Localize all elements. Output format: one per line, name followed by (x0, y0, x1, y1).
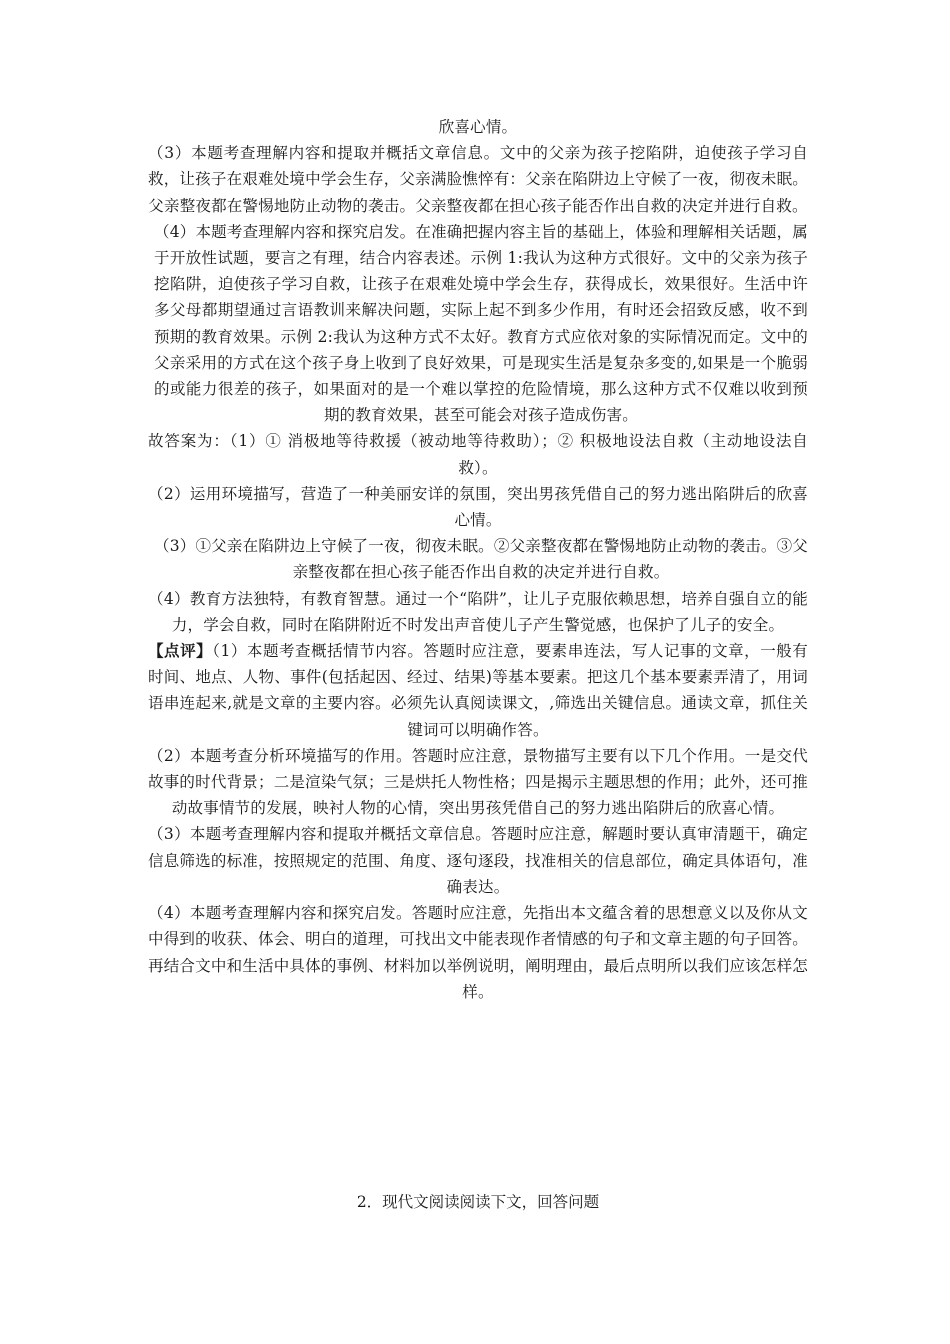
comment-1-text: （1）本题考查概括情节内容。答题时应注意，要素串连法，写人记事的文章，一般有时间、地点、人物、事件(包括起因、经过、结果)等基本要素。把这几个基本要素弄清了，用词语串连起来,就是文章的主要内容。必须先认真阅读课文，,筛选出关键信息。通读文章，抓住关键词可以明确作答。 (148, 642, 808, 739)
answer-1: 故答案为：（1）① 消极地等待救援（被动地等待救助）；② 积极地设法自救（主动地设法自救）。 (148, 432, 808, 477)
analysis-4: （4）本题考查理解内容和探究启发。在准确把握内容主旨的基础上，体验和理解相关话题，属于开放性试题，要言之有理，结合内容表述。示例 1:我认为这种方式很好。文中的父亲为孩子挖陷阱，迫使孩子学习自救，让孩子在艰难处境中学会生存，获得成长，效果很好。生活中许多父母都期望通过言语教训来解决问题，实际上起不到多少作用，有时还会招致反感，收不到预期的教育效果。示例 2:我认为这种方式不太好。教育方式应依对象的实际情况而定。文中的父亲采用的方式在这个孩子身上收到了良好效果，可是现实生活是复杂多变的,如果是一个脆弱的或能力很差的孩子，如果面对的是一个难以掌控的危险情境，那么这种方式不仅难以收到预期的教育效果，甚至可能会对孩子造成伤害。 (154, 222, 808, 425)
paragraph-continuation: 欣喜心情。 (438, 118, 518, 136)
question-heading: 2．现代文阅读阅读下文，回答问题 (356, 1193, 600, 1211)
answer-4: （4）教育方法独特，有教育智慧。通过一个“陷阱”，让儿子克服依赖思想，培养自强自立的能力，学会自救，同时在陷阱附近不时发出声音使儿子产生警觉感，也保护了儿子的安全。 (148, 589, 808, 634)
analysis-3: （3）本题考查理解内容和提取并概括文章信息。文中的父亲为孩子挖陷阱，迫使孩子学习自救，让孩子在艰难处境中学会生存，父亲满脸憔悴有：父亲在陷阱边上守候了一夜，彻夜未眠。父亲整夜都在警惕地防止动物的袭击。父亲整夜都在担心孩子能否作出自救的决定并进行自救。 (148, 144, 808, 215)
answer-3: （3）①父亲在陷阱边上守候了一夜，彻夜未眠。②父亲整夜都在警惕地防止动物的袭击。③父亲整夜都在担心孩子能否作出自救的决定并进行自救。 (154, 537, 808, 582)
comment-1 (148, 638, 808, 743)
document-body (148, 114, 808, 1005)
comment-3: （3）本题考查理解内容和提取并概括文章信息。答题时应注意，解题时要认真审清题干，确定信息筛选的标准，按照规定的范围、角度、逐句逐段，找准相关的信息部位，确定具体语句，准确表达。 (148, 825, 808, 896)
comment-2: （2）本题考查分析环境描写的作用。答题时应注意，景物描写主要有以下几个作用。一是交代故事的时代背景；二是渲染气氛；三是烘托人物性格；四是揭示主题思想的作用；此外，还可推动故事情节的发展，映衬人物的心情，突出男孩凭借自己的努力逃出陷阱后的欣喜心情。 (148, 746, 808, 818)
comment-4: （4）本题考查理解内容和探究启发。答题时应注意，先指出本文蕴含着的思想意义以及你从文中得到的收获、体会、明白的道理，可找出文中能表现作者情感的句子和文章主题的句子回答。再结合文中和生活中具体的事例、材料加以举例说明，阐明理由，最后点明所以我们应该怎样怎样。 (148, 904, 808, 1001)
comment-tag: 【点评】 (148, 641, 213, 661)
answer-2: （2）运用环境描写，营造了一种美丽安详的氛围，突出男孩凭借自己的努力逃出陷阱后的欣喜心情。 (148, 484, 808, 530)
